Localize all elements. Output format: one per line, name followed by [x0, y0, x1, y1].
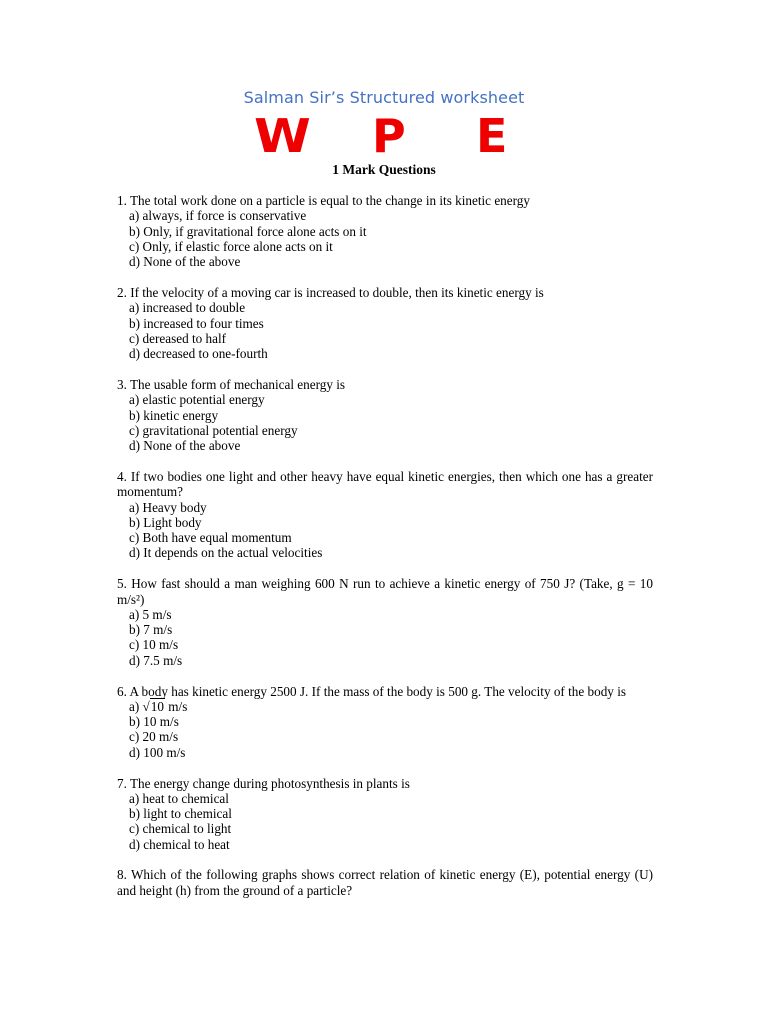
option: c) 20 m/s: [129, 729, 179, 745]
wpe-logo: [0, 109, 768, 163]
option: d) 7.5 m/s: [129, 652, 183, 668]
option: a) heat to chemical: [129, 790, 229, 806]
option-unit: m/s: [164, 698, 188, 714]
option: a) 5 m/s: [129, 606, 172, 622]
option: a) elastic potential energy: [129, 392, 265, 408]
option: c) chemical to light: [129, 821, 232, 837]
option: b) light to chemical: [129, 806, 232, 822]
option: [117, 699, 653, 714]
question-list: [117, 193, 653, 914]
option: b) Light body: [129, 514, 202, 530]
option: c) Both have equal momentum: [129, 530, 292, 546]
question-text: 1. The total work done on a particle is equal to the change in its kinetic energy: [117, 193, 530, 208]
option: d) chemical to heat: [129, 836, 230, 852]
square-root-icon: √10: [142, 698, 164, 714]
option: a) increased to double: [129, 300, 246, 316]
question-text: 8. Which of the following graphs shows correct relation of kinetic energy (E), potential energy (U) and height (h) from the ground of a particle?: [117, 867, 653, 898]
question-text: 6. A body has kinetic energy 2500 J. If the mass of the body is 500 g. The velocity of the body is: [117, 683, 626, 699]
question-7: [117, 776, 653, 852]
option: c) Only, if elastic force alone acts on it: [129, 238, 333, 254]
option: a) Heavy body: [129, 499, 207, 515]
logo-letter-w: W: [254, 109, 311, 163]
option: c) dereased to half: [129, 330, 227, 346]
question-1: [117, 193, 653, 269]
question-5: [117, 576, 653, 668]
option-letter: a): [129, 698, 143, 714]
question-2: [117, 285, 653, 361]
option: d) It depends on the actual velocities: [129, 545, 323, 561]
option: d) 100 m/s: [129, 744, 186, 760]
option: b) increased to four times: [129, 315, 264, 331]
worksheet-title: Salman Sir’s Structured worksheet: [243, 88, 525, 107]
option: d) decreased to one-fourth: [129, 346, 268, 362]
option: d) None of the above: [129, 254, 241, 270]
option: b) 7 m/s: [129, 622, 173, 638]
option: b) kinetic energy: [129, 407, 219, 423]
question-text: 3. The usable form of mechanical energy is: [117, 376, 346, 392]
question-8: [117, 867, 653, 898]
option: b) 10 m/s: [129, 714, 179, 730]
question-6: [117, 684, 653, 760]
sqrt-radicand: 10: [150, 698, 164, 714]
option: c) gravitational potential energy: [129, 422, 298, 438]
question-text: 2. If the velocity of a moving car is increased to double, then its kinetic energy is: [117, 284, 544, 300]
section-heading: 1 Mark Questions: [332, 162, 436, 177]
question-text: 5. How fast should a man weighing 600 N run to achieve a kinetic energy of 750 J? (Take, g = 10 m/s²): [117, 576, 653, 607]
option: b) Only, if gravitational force alone acts on it: [129, 223, 367, 239]
option: c) 10 m/s: [129, 637, 179, 653]
option: a) always, if force is conservative: [129, 208, 307, 224]
question-4: [117, 469, 653, 561]
question-text: 7. The energy change during photosynthesis in plants is: [117, 775, 410, 791]
question-3: [117, 377, 653, 453]
question-text: 4. If two bodies one light and other heavy have equal kinetic energies, then which one has a greater momentum?: [117, 468, 653, 500]
logo-letter-e: E: [476, 109, 508, 163]
option: d) None of the above: [129, 438, 241, 454]
logo-letter-p: P: [372, 109, 406, 163]
